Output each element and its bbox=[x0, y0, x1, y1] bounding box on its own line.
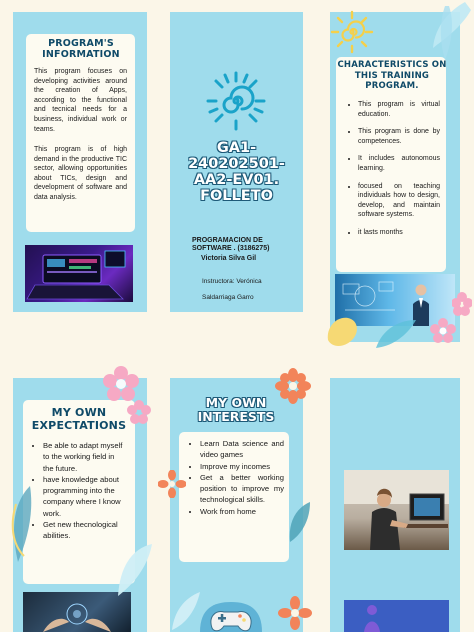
characteristic-item: • This program is done by competences. bbox=[358, 127, 440, 146]
program-info-title: PROGRAM'S INFORMATION bbox=[42, 38, 120, 60]
program-name: PROGRAMACION DE SOFTWARE . (3186275) bbox=[192, 237, 270, 252]
instructor-label: Instructora: Verónica bbox=[202, 278, 262, 285]
pink-flower-icon bbox=[452, 292, 472, 322]
panel-program-info bbox=[13, 12, 147, 312]
interest-item: • Learn Data science and video games bbox=[200, 438, 284, 461]
characteristics-title: CHARACTERISTICS ON THIS TRAINING PROGRAM. bbox=[337, 60, 447, 91]
gamepad-illustration bbox=[196, 598, 266, 632]
orange-flower-icon bbox=[275, 368, 311, 404]
sun-icon bbox=[330, 10, 374, 54]
interests-title: MY OWN INTERESTS bbox=[197, 395, 275, 424]
pink-flower-icon bbox=[127, 400, 151, 424]
leaf-icon bbox=[372, 316, 418, 352]
expectations-list bbox=[29, 440, 125, 542]
interests-list bbox=[186, 438, 284, 517]
orange-flower-icon bbox=[158, 470, 186, 498]
interest-item: • Get a better working position to improve my technological skills. bbox=[200, 472, 284, 506]
leaf-icon bbox=[415, 0, 474, 66]
expectations-title: MY OWN EXPECTATIONS bbox=[31, 406, 127, 432]
characteristic-item: • It includes autonomous learning. bbox=[358, 154, 440, 173]
expectation-item: • have knowledge about programming into the company where I know work. bbox=[43, 474, 125, 519]
expectation-item: • Get new thecnological abilities. bbox=[43, 519, 125, 542]
characteristics-list bbox=[344, 100, 440, 238]
woman-working-photo bbox=[344, 470, 449, 550]
cover-title: GA1-240202501-AA2-EV01. FOLLETO bbox=[188, 140, 285, 204]
leaf-icon bbox=[112, 540, 156, 600]
interest-item: • Improve my incomes bbox=[200, 461, 284, 472]
program-info-paragraph-2: This program is of high demand in the productive TIC sector, allowing opportunities about TICs, design and development of software and data analysis. bbox=[34, 146, 127, 201]
program-info-paragraph-1: This program focuses on developing activities around the creation of Apps, according to the functional and tecnical needs for a business, individual work or teams. bbox=[34, 68, 127, 133]
expectation-item: • Be able to adapt myself to the working field in the future. bbox=[43, 440, 125, 474]
orange-flower-icon bbox=[278, 596, 312, 630]
bottom-photo bbox=[344, 600, 449, 632]
leaf-icon bbox=[284, 500, 314, 544]
characteristic-item: • focused on teaching individuals how to design, develop, and maintain software systems. bbox=[358, 182, 440, 220]
panel-back bbox=[330, 378, 460, 632]
interest-item: • Work from home bbox=[200, 506, 284, 517]
pink-flower-icon bbox=[103, 366, 139, 402]
instructor-lastname: Saldarriaga Garro bbox=[202, 294, 254, 301]
spiral-logo-icon bbox=[205, 70, 267, 132]
author-name: Victoria Silva Gil bbox=[201, 255, 257, 262]
leaf-icon bbox=[168, 590, 202, 632]
yellow-blob-icon bbox=[322, 310, 362, 350]
panel-cover bbox=[170, 12, 303, 312]
characteristic-item: • This program is virtual education. bbox=[358, 100, 440, 119]
leaf-icon bbox=[6, 484, 36, 564]
laptop-photo bbox=[25, 245, 133, 302]
characteristic-item: • it lasts months bbox=[358, 228, 440, 238]
